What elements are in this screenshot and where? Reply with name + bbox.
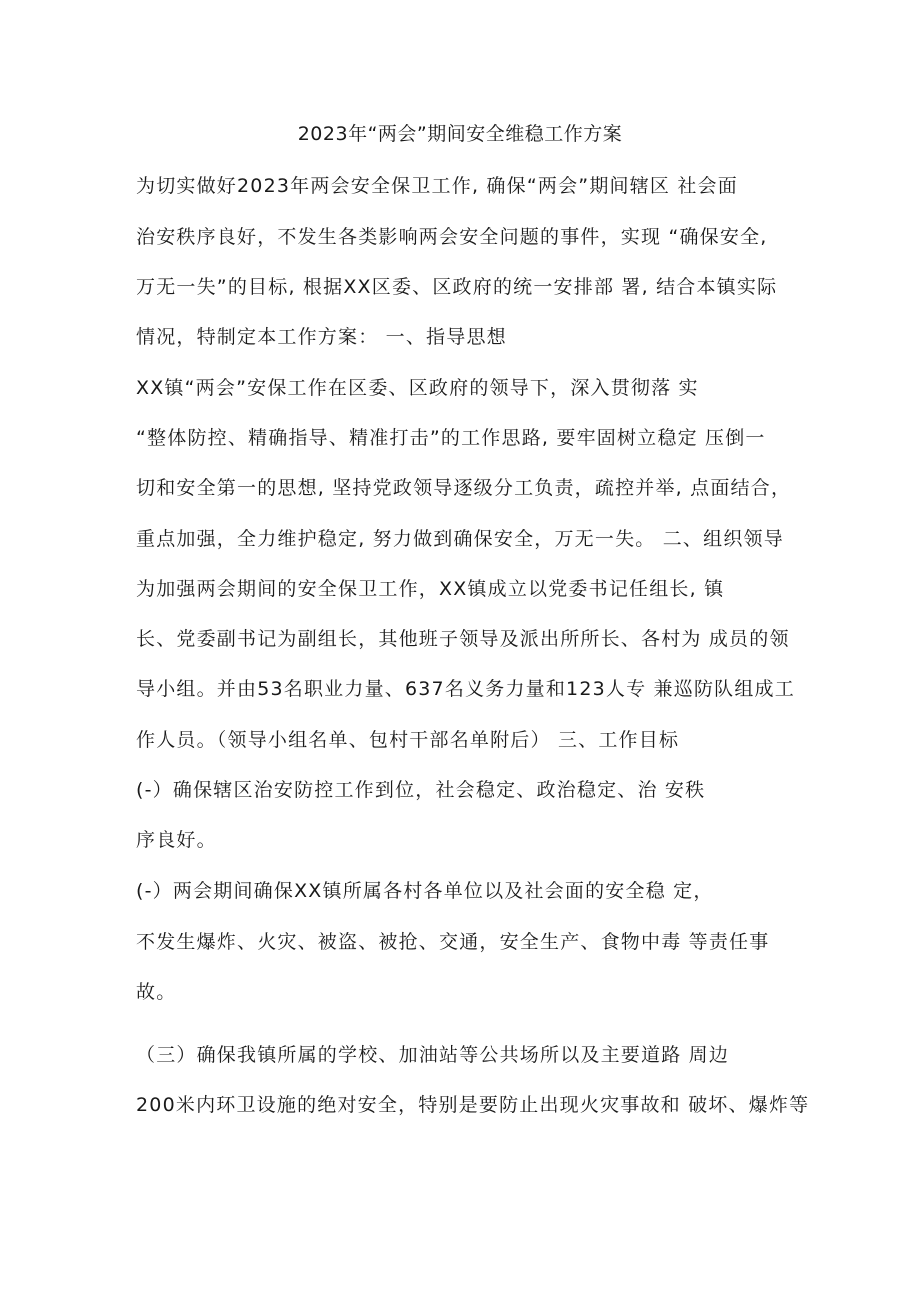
document-title: 2023年“两会”期间安全维稳工作方案 xyxy=(297,123,623,145)
body-line: 切和安全第一的思想, 坚持党政领导逐级分工负责，疏控并举, 点面结合， xyxy=(136,477,792,499)
body-line: 为切实做好2023年两会安全保卫工作, 确保“两会”期间辖区 社会面 xyxy=(136,175,738,197)
body-line: 治安秩序良好，不发生各类影响两会安全问题的事件，实现 “确保安全, xyxy=(136,226,768,248)
body-line: 万无一失”的目标, 根据XX区委、区政府的统一安排部 署, 结合本镇实际 xyxy=(136,276,778,298)
body-line: 为加强两会期间的安全保卫工作，XX镇成立以党委书记任组长, 镇 xyxy=(136,578,725,600)
body-line: 作人员。（领导小组名单、包村干部名单附后） 三、工作目标 xyxy=(136,729,680,751)
body-line: 序良好。 xyxy=(136,829,217,851)
body-line: 200米内环卫设施的绝对安全，特别是要防止出现火灾事故和 破坏、爆炸等 xyxy=(136,1094,810,1116)
body-line: XX镇“两会”安保工作在区委、区政府的领导下，深入贯彻落 实 xyxy=(136,377,699,399)
body-line: (-）确保辖区治安防控工作到位，社会稳定、政治稳定、治 安秩 xyxy=(136,779,706,801)
body-line: 情况，特制定本工作方案： 一、指导思想 xyxy=(136,326,507,348)
body-line: （三）确保我镇所属的学校、加油站等公共场所以及主要道路 周边 xyxy=(136,1044,730,1066)
body-line: (-）两会期间确保XX镇所属各村各单位以及社会面的安全稳 定， xyxy=(136,880,714,902)
body-line: 导小组。并由53名职业力量、637名义务力量和123人专 兼巡防队组成工 xyxy=(136,678,795,700)
body-line: 重点加强，全力维护稳定, 努力做到确保安全，万无一失。 二、组织领导 xyxy=(136,528,784,550)
body-line: 故。 xyxy=(136,981,177,1003)
body-line: 不发生爆炸、火灾、被盗、被抢、交通，安全生产、食物中毒 等责任事 xyxy=(136,931,770,953)
body-line: “整体防控、精确指导、精准打击”的工作思路, 要牢固树立稳定 压倒一 xyxy=(136,427,766,449)
body-line: 长、党委副书记为副组长，其他班子领导及派出所所长、各村为 成员的领 xyxy=(136,628,790,650)
